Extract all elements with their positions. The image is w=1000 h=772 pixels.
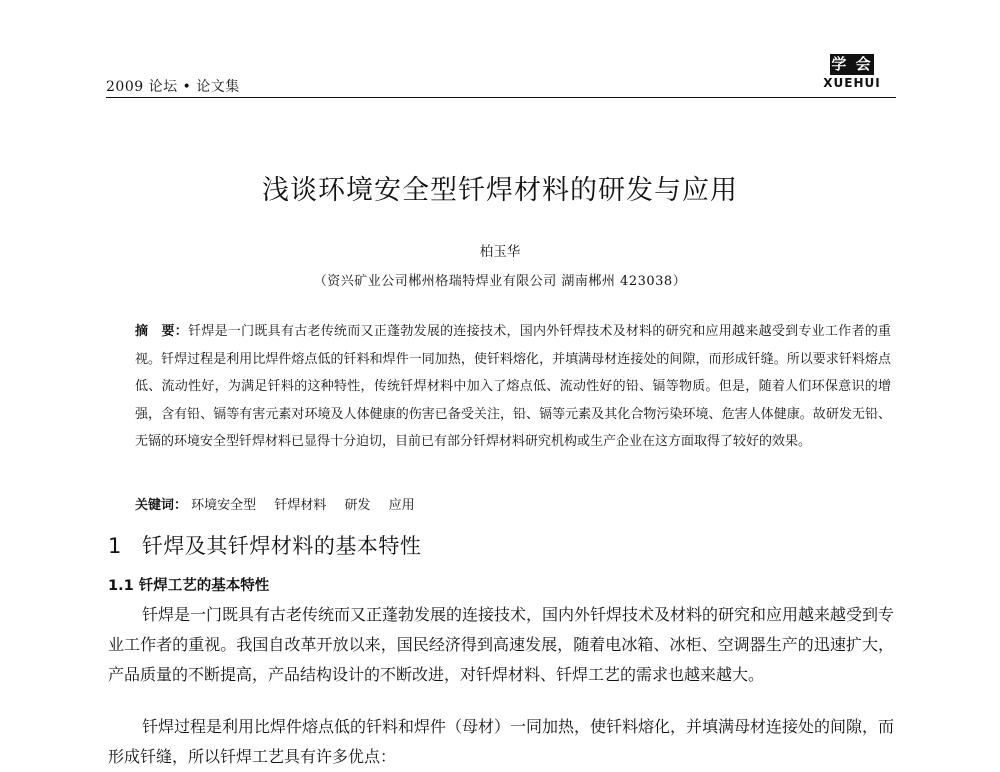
subsection-heading: 1.1 钎焊工艺的基本特性 xyxy=(108,578,270,594)
abstract xyxy=(135,318,891,456)
xuehui-logo xyxy=(816,54,888,90)
keywords xyxy=(135,494,429,513)
section-number: 1 xyxy=(108,534,122,558)
keywords-label: 关键词： xyxy=(135,498,188,513)
keyword-item: 钎焊材料 xyxy=(274,498,327,513)
logo-cn: 学 会 xyxy=(831,55,873,73)
keyword-item: 应用 xyxy=(388,498,415,513)
section-heading xyxy=(108,530,421,560)
logo-en: XUEHUI xyxy=(823,76,881,90)
journal-header: 2009 论坛 • 论文集 xyxy=(106,79,240,95)
author-name: 柏玉华 xyxy=(479,244,521,260)
header-divider xyxy=(106,97,896,98)
section-title: 钎焊及其钎焊材料的基本特性 xyxy=(141,534,422,558)
body-paragraph: 钎焊过程是利用比焊件熔点低的钎料和焊件（母材）一同加热，使钎料熔化，并填满母材连接处的间隙，而形成钎缝，所以钎焊工艺具有许多优点： xyxy=(108,717,895,766)
body-paragraph: 钎焊是一门既具有古老传统而又正蓬勃发展的连接技术，国内外钎焊技术及材料的研究和应用越来越受到专业工作者的重视。我国自改革开放以来，国民经济得到高速发展，随着电冰箱、冰柜、空调器生产的迅速扩大，产品质量的不断提高，产品结构设计的不断改进，对钎焊材料、钎焊工艺的需求也越来越大。 xyxy=(108,605,895,684)
author-affiliation: （资兴矿业公司郴州格瑞特焊业有限公司 湖南郴州 423038） xyxy=(313,274,687,289)
abstract-label: 摘 要： xyxy=(135,324,189,339)
abstract-text: 钎焊是一门既具有古老传统而又正蓬勃发展的连接技术，国内外钎焊技术及材料的研究和应用越来越受到专业工作者的重视。钎焊过程是利用比焊件熔点低的钎料和焊件一同加热，使钎料熔化，并填满母材连接处的间隙，而形成钎缝。所以要求钎料熔点低、流动性好，为满足钎料的这种特性，传统钎焊材料中加入了熔点低、流动性好的铅、镉等物质。但是，随着人们环保意识的增强，含有铅、镉等有害元素对环境及人体健康的伤害已备受关注，铅、镉等元素及其化合物污染环境、危害人体健康。故研发无铅、无镉的环境安全型钎焊材料已显得十分迫切，目前已有部分钎焊材料研究机构或生产企业在这方面取得了较好的效果。 xyxy=(135,324,891,449)
keyword-item: 环境安全型 xyxy=(191,498,257,513)
paper-title: 浅谈环境安全型钎焊材料的研发与应用 xyxy=(262,175,738,206)
keyword-item: 研发 xyxy=(344,498,371,513)
